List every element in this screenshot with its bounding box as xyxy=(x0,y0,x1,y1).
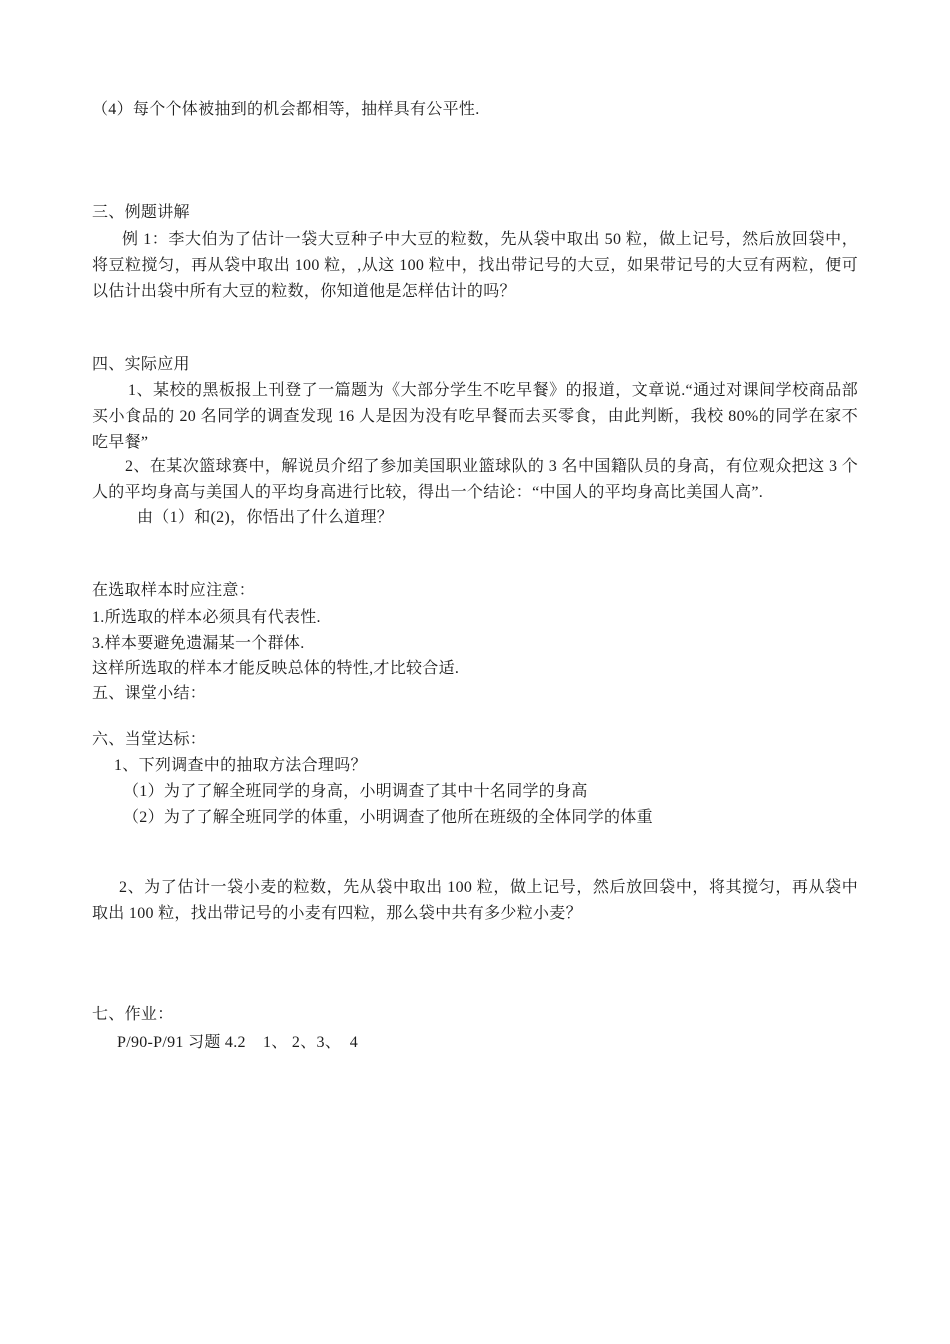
sampling-note-1: 1.所选取的样本必须具有代表性. xyxy=(92,609,321,626)
sampling-note-2: 3.样本要避免遗漏某一个群体. xyxy=(92,635,305,652)
sampling-notes-conclusion: 这样所选取的样本才能反映总体的特性,才比较合适. xyxy=(92,660,460,677)
example-1-text: 例 1：李大伯为了估计一袋大豆种子中大豆的粒数，先从袋中取出 50 粒，做上记号，然后放回袋中，将豆粒搅匀，再从袋中取出 100 粒，,从这 100 粒中，找出带记号的大豆，如果带记号的大豆有两粒，便可以估计出袋中所有大豆的粒数，你知道他是怎样估计的吗？ xyxy=(92,231,858,300)
section-heading-homework: 七、作业： xyxy=(92,1006,174,1023)
application-question: 由（1）和(2)，你悟出了什么道理？ xyxy=(137,509,394,526)
application-item-1: 1、某校的黑板报上刊登了一篇题为《大部分学生不吃早餐》的报道，文章说.“通过对课间学校商品部买小食品的 20 名同学的调查发现 16 人是因为没有吃早餐而去买零食，由此判断，我校 80%的同学在家不吃早餐” xyxy=(92,382,858,451)
homework-assignment: P/90-P/91 习题 4.2 1、 2、3、 4 xyxy=(117,1034,359,1051)
section-heading-summary: 五、课堂小结： xyxy=(92,685,207,702)
application-item-2: 2、在某次篮球赛中，解说员介绍了参加美国职业篮球队的 3 名中国籍队员的身高，有位观众把这 3 个人的平均身高与美国人的平均身高进行比较，得出一个结论：“中国人的平均身高比美国人高”. xyxy=(92,458,858,501)
sampling-notes-intro: 在选取样本时应注意： xyxy=(92,582,256,599)
section-heading-assessment: 六、当堂达标： xyxy=(92,731,207,748)
section-heading-examples: 三、例题讲解 xyxy=(92,204,190,221)
assessment-question-2: 2、为了估计一袋小麦的粒数，先从袋中取出 100 粒，做上记号，然后放回袋中，将其搅匀，再从袋中取出 100 粒，找出带记号的小麦有四粒，那么袋中共有多少粒小麦？ xyxy=(92,879,858,922)
assessment-question-1-sub-1: （1）为了了解全班同学的身高，小明调查了其中十名同学的身高 xyxy=(123,783,588,800)
section-heading-application: 四、实际应用 xyxy=(92,356,190,373)
assessment-question-1-sub-2: （2）为了了解全班同学的体重，小明调查了他所在班级的全体同学的体重 xyxy=(123,809,653,826)
assessment-question-1: 1、下列调查中的抽取方法合理吗？ xyxy=(114,757,367,774)
point-4-fairness-note: （4）每个个体被抽到的机会都相等，抽样具有公平性. xyxy=(92,101,480,118)
